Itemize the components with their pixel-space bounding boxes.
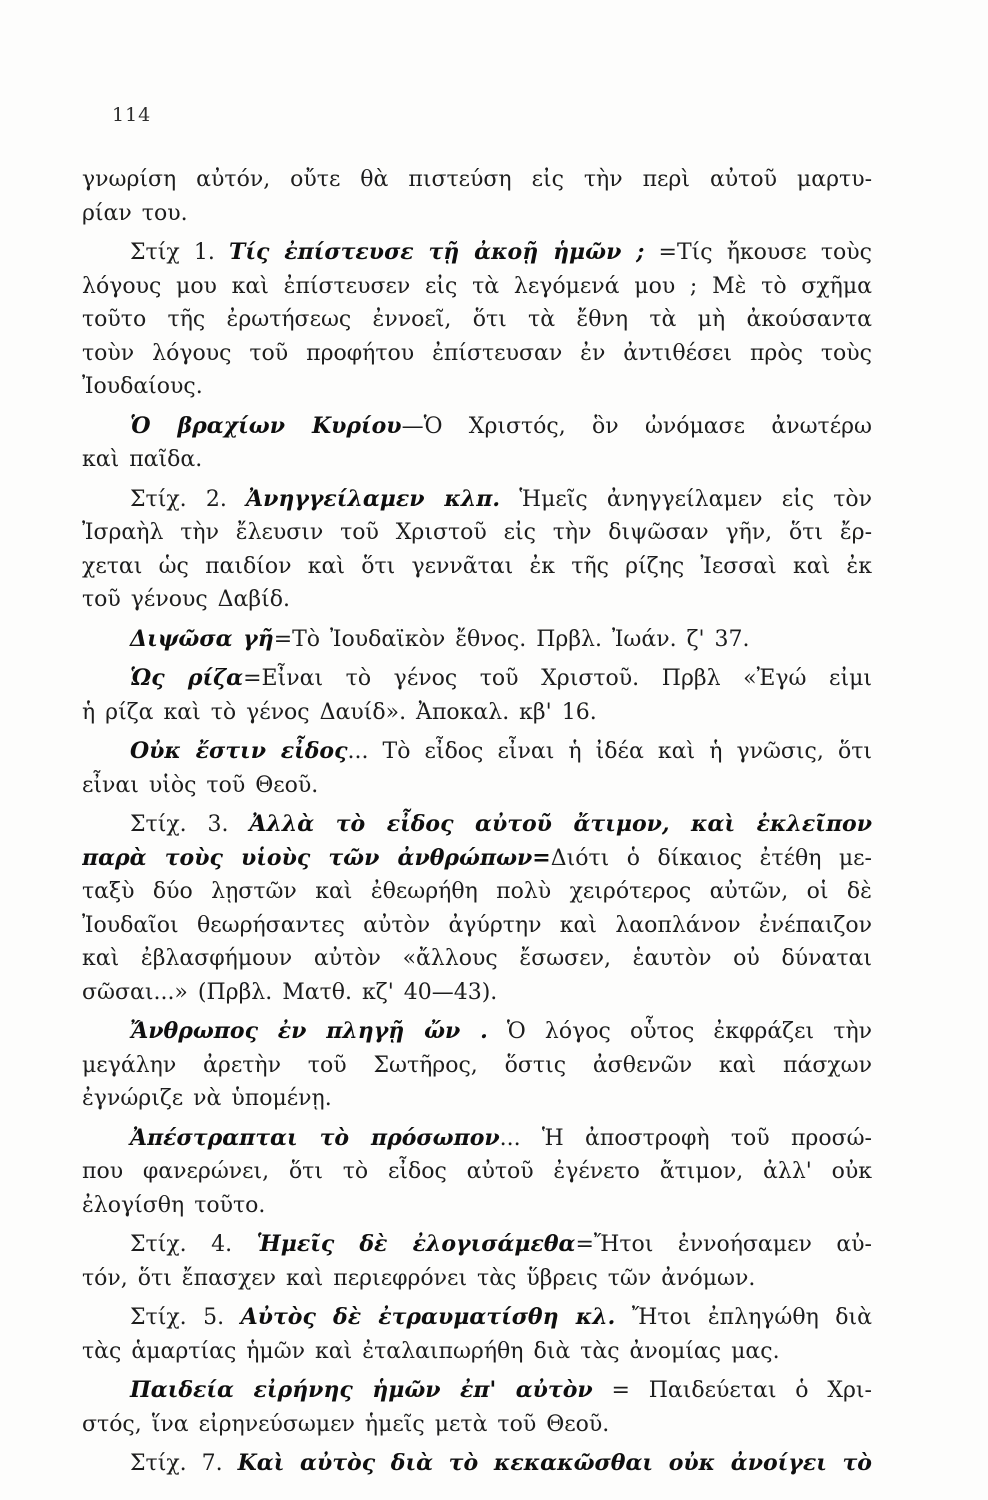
text-line bbox=[82, 942, 872, 976]
page-number: 114 bbox=[112, 104, 152, 126]
text-line-content bbox=[82, 370, 203, 404]
text-line-content bbox=[130, 808, 872, 842]
paragraph bbox=[82, 483, 872, 617]
text-line-content bbox=[82, 696, 597, 730]
paragraph bbox=[82, 1015, 872, 1116]
text-line bbox=[82, 1447, 872, 1481]
text-line-content bbox=[130, 662, 872, 696]
text-run: Ἰσραὴλ τὴν ἔλευσιν τοῦ Χριστοῦ εἰς τὴν διψῶσαν γῆν, ὅτι ἔρ- bbox=[82, 520, 872, 545]
emphasized-phrase: Ὁ βραχίων Κυρίου bbox=[130, 412, 402, 439]
paragraph bbox=[82, 662, 872, 729]
text-run: Διότι ὁ δίκαιος ἐτέθη με- bbox=[550, 845, 872, 871]
text-line-content bbox=[82, 909, 872, 943]
text-line bbox=[82, 1082, 872, 1116]
text-line bbox=[82, 976, 872, 1010]
text-run: = Παιδεύεται ὁ Χρι- bbox=[592, 1378, 872, 1403]
text-line-content bbox=[82, 942, 872, 976]
text-run: τὰς ἁμαρτίας ἡμῶν καὶ ἐταλαιπωρήθη διὰ τὰς ἀνομίας μας. bbox=[82, 1338, 780, 1364]
paragraph bbox=[82, 410, 872, 477]
text-run: χεται ὡς παιδίον καὶ ὅτι γεννᾶται ἐκ τῆς ρίζης Ἰεσσαὶ καὶ ἐκ bbox=[82, 553, 872, 579]
text-run: =Ἤτοι ἐννοήσαμεν αὐ- bbox=[575, 1232, 872, 1257]
text-line bbox=[82, 443, 872, 477]
text-run: Ἰουδαῖοι θεωρήσαντες αὐτὸν ἀγύρτην καὶ λαοπλάνον ἐνέπαιζον bbox=[82, 912, 872, 938]
text-line-content bbox=[82, 270, 872, 304]
text-line bbox=[82, 909, 872, 943]
text-line-content bbox=[130, 1301, 872, 1335]
text-line bbox=[82, 370, 872, 404]
text-line-content bbox=[130, 1374, 872, 1408]
text-line bbox=[82, 1301, 872, 1335]
emphasized-phrase: Ἀνηγγείλαμεν κλπ. bbox=[246, 485, 501, 512]
text-run: Ἰουδαίους. bbox=[82, 374, 203, 399]
paragraph bbox=[82, 236, 872, 404]
text-run: γνωρίση αὐτόν, οὔτε θὰ πιστεύση εἰς τὴν περὶ αὐτοῦ μαρτυ- bbox=[82, 167, 872, 192]
text-line-content bbox=[130, 623, 750, 657]
text-line bbox=[82, 1049, 872, 1083]
text-line bbox=[82, 1189, 872, 1223]
text-line-content bbox=[130, 236, 872, 270]
text-line bbox=[82, 1408, 872, 1442]
emphasized-phrase: Ἀπέστραπται τὸ πρόσωπον bbox=[130, 1124, 500, 1151]
text-run: που φανερώνει, ὅτι τὸ εἶδος αὐτοῦ ἐγένετο ἄτιμον, ἀλλ' οὐκ bbox=[82, 1159, 872, 1184]
text-run: καὶ παῖδα. bbox=[82, 447, 203, 472]
text-run: Στίχ. 3. bbox=[130, 812, 250, 837]
paragraph bbox=[82, 735, 872, 802]
text-line bbox=[82, 236, 872, 270]
emphasized-phrase: Τίς ἐπίστευσε τῇ ἀκοῇ ἡμῶν ; bbox=[229, 239, 645, 265]
text-line bbox=[82, 1262, 872, 1296]
text-line-content bbox=[82, 1082, 332, 1116]
paragraph bbox=[82, 808, 872, 1009]
text-line bbox=[82, 516, 872, 550]
text-run: τόν, ὅτι ἔπασχεν καὶ περιεφρόνει τὰς ὕβρεις τῶν ἀνόμων. bbox=[82, 1265, 756, 1291]
text-line-content bbox=[82, 1155, 872, 1189]
text-run: στός, ἵνα εἰρηνεύσωμεν ἡμεῖς μετὰ τοῦ Θεοῦ. bbox=[82, 1411, 610, 1437]
text-run: Στίχ. 5. bbox=[130, 1305, 241, 1330]
text-line bbox=[82, 583, 872, 617]
text-line bbox=[82, 1015, 872, 1049]
text-line-content bbox=[82, 163, 872, 197]
text-line-content bbox=[130, 483, 872, 517]
text-line bbox=[82, 1335, 872, 1369]
text-line-content bbox=[130, 1228, 872, 1262]
paragraph bbox=[82, 1301, 872, 1368]
text-run: ... Τὸ εἶδος εἶναι ἡ ἰδέα καὶ ἡ γνῶσις, ὅτι bbox=[347, 739, 872, 764]
text-line-content bbox=[82, 976, 497, 1010]
emphasized-phrase: Ἄνθρωπος ἐν πληγῇ ὤν . bbox=[130, 1018, 488, 1044]
text-line bbox=[82, 696, 872, 730]
text-run: τοῦτο τῆς ἐρωτήσεως ἐννοεῖ, ὅτι τὰ ἔθνη τὰ μὴ ἀκούσαντα bbox=[82, 307, 872, 332]
text-line bbox=[82, 1228, 872, 1262]
text-line-content bbox=[130, 1447, 872, 1481]
text-line bbox=[82, 1155, 872, 1189]
text-line bbox=[82, 662, 872, 696]
text-line-content bbox=[82, 1335, 780, 1369]
emphasized-phrase: Διψῶσα γῆ bbox=[130, 625, 274, 652]
text-line-content bbox=[82, 583, 290, 617]
text-run: Ἡμεῖς ἀνηγγείλαμεν εἰς τὸν bbox=[500, 486, 872, 512]
text-line-content bbox=[82, 1189, 265, 1223]
text-run: ἐλογίσθη τοῦτο. bbox=[82, 1192, 266, 1218]
text-line bbox=[82, 337, 872, 371]
text-run: ἐγνώριζε νὰ ὑπομένῃ. bbox=[82, 1086, 332, 1111]
paragraph bbox=[82, 1122, 872, 1223]
text-line-content bbox=[82, 769, 318, 803]
text-run: —Ὁ Χριστός, ὃν ὠνόμασε ἀνωτέρω bbox=[401, 413, 872, 439]
text-run: Ὁ λόγος οὗτος ἐκφράζει τὴν bbox=[487, 1019, 872, 1044]
text-line-content bbox=[82, 516, 872, 550]
text-run: σῶσαι...» (Πρβλ. Ματθ. κζ' 40—43). bbox=[82, 979, 498, 1005]
text-line bbox=[82, 197, 872, 231]
text-line-content bbox=[82, 1408, 609, 1442]
text-run: Στίχ. 7. bbox=[130, 1451, 238, 1476]
text-line bbox=[82, 1122, 872, 1156]
text-line-content bbox=[130, 1122, 872, 1156]
text-line bbox=[82, 623, 872, 657]
text-run: Ἤτοι ἐπληγώθη διὰ bbox=[615, 1305, 872, 1330]
text-line-content bbox=[82, 197, 188, 231]
text-line bbox=[82, 163, 872, 197]
text-line-content bbox=[82, 1049, 872, 1083]
emphasized-phrase: Οὐκ ἔστιν εἶδος bbox=[130, 738, 348, 764]
emphasized-phrase: Ὡς ρίζα bbox=[130, 665, 244, 691]
text-run: Στίχ 1. bbox=[130, 240, 230, 265]
text-line bbox=[82, 875, 872, 909]
text-line bbox=[82, 550, 872, 584]
paragraph bbox=[82, 623, 872, 657]
text-line-content bbox=[82, 443, 202, 477]
text-run: ταξὺ δύο λῃστῶν καὶ ἐθεωρήθη πολὺ χειρότερος αὐτῶν, οἱ δὲ bbox=[82, 879, 872, 904]
text-run: ἡ ρίζα καὶ τὸ γένος Δαυίδ». Ἀποκαλ. κβ' 16. bbox=[82, 699, 597, 725]
text-run: Στίχ. 4. bbox=[130, 1232, 257, 1257]
text-run: εἶναι υἱὸς τοῦ Θεοῦ. bbox=[82, 772, 319, 798]
text-line bbox=[82, 483, 872, 517]
emphasized-phrase: Ἡμεῖς δὲ ἐλογισάμεθα bbox=[256, 1231, 576, 1257]
emphasized-phrase: Παιδεία εἰρήνης ἡμῶν ἐπ' αὐτὸν bbox=[130, 1377, 593, 1403]
text-run: =Τίς ἤκουσε τοὺς bbox=[644, 240, 872, 265]
text-line bbox=[82, 270, 872, 304]
text-line bbox=[82, 303, 872, 337]
text-line bbox=[82, 1374, 872, 1408]
paragraph bbox=[82, 1228, 872, 1295]
text-run: μεγάλην ἀρετὴν τοῦ Σωτῆρος, ὅστις ἀσθενῶν καὶ πάσχων bbox=[82, 1052, 872, 1078]
text-line bbox=[82, 410, 872, 444]
text-run: λόγους μου καὶ ἐπίστευσεν εἰς τὰ λεγόμενά μου ; Μὲ τὸ σχῆμα bbox=[82, 273, 872, 299]
emphasized-phrase: Αὐτὸς δὲ ἐτραυματίσθη κλ. bbox=[240, 1304, 616, 1330]
text-line bbox=[82, 735, 872, 769]
text-run: Στίχ. 2. bbox=[130, 486, 247, 512]
text-run: καὶ ἐβλασφήμουν αὐτὸν «ἄλλους ἔσωσεν, ἑαυτὸν οὐ δύναται bbox=[82, 946, 872, 971]
text-run: =Εἶναι τὸ γένος τοῦ Χριστοῦ. Πρβλ «Ἐγώ εἰμι bbox=[243, 666, 872, 691]
emphasized-phrase: Καὶ αὐτὸς διὰ τὸ κεκακῶσθαι οὐκ ἀνοίγει τὸ bbox=[237, 1450, 872, 1476]
text-line-content bbox=[82, 1262, 755, 1296]
text-line-content bbox=[130, 410, 872, 444]
paragraph bbox=[82, 1447, 872, 1481]
paragraph bbox=[82, 163, 872, 230]
text-line-content bbox=[82, 303, 872, 337]
text-line-content bbox=[82, 875, 872, 909]
text-line-content bbox=[130, 1015, 872, 1049]
emphasized-phrase: παρὰ τοὺς υἱοὺς τῶν ἀνθρώπων= bbox=[82, 844, 551, 871]
text-run: ... Ἡ ἀποστροφὴ τοῦ προσώ- bbox=[499, 1125, 872, 1151]
text-line-content bbox=[82, 337, 872, 371]
paragraph bbox=[82, 1374, 872, 1441]
text-line-content bbox=[130, 735, 872, 769]
text-line bbox=[82, 842, 872, 876]
text-run: τοῦ γένους Δαβίδ. bbox=[82, 587, 290, 612]
text-run: ρίαν του. bbox=[82, 200, 188, 226]
text-line bbox=[82, 769, 872, 803]
text-block bbox=[82, 163, 872, 1481]
text-run: =Τὸ Ἰουδαϊκὸν ἔθνος. Πρβλ. Ἰωάν. ζ' 37. bbox=[273, 626, 750, 652]
text-line bbox=[82, 808, 872, 842]
emphasized-phrase: Ἀλλὰ τὸ εἶδος αὐτοῦ ἄτιμον, καὶ ἐκλεῖπον bbox=[249, 811, 872, 837]
text-line-content bbox=[82, 550, 872, 584]
text-line-content bbox=[82, 842, 872, 876]
text-run: τοὺν λόγους τοῦ προφήτου ἐπίστευσαν ἐν ἀντιθέσει πρὸς τοὺς bbox=[82, 340, 872, 366]
